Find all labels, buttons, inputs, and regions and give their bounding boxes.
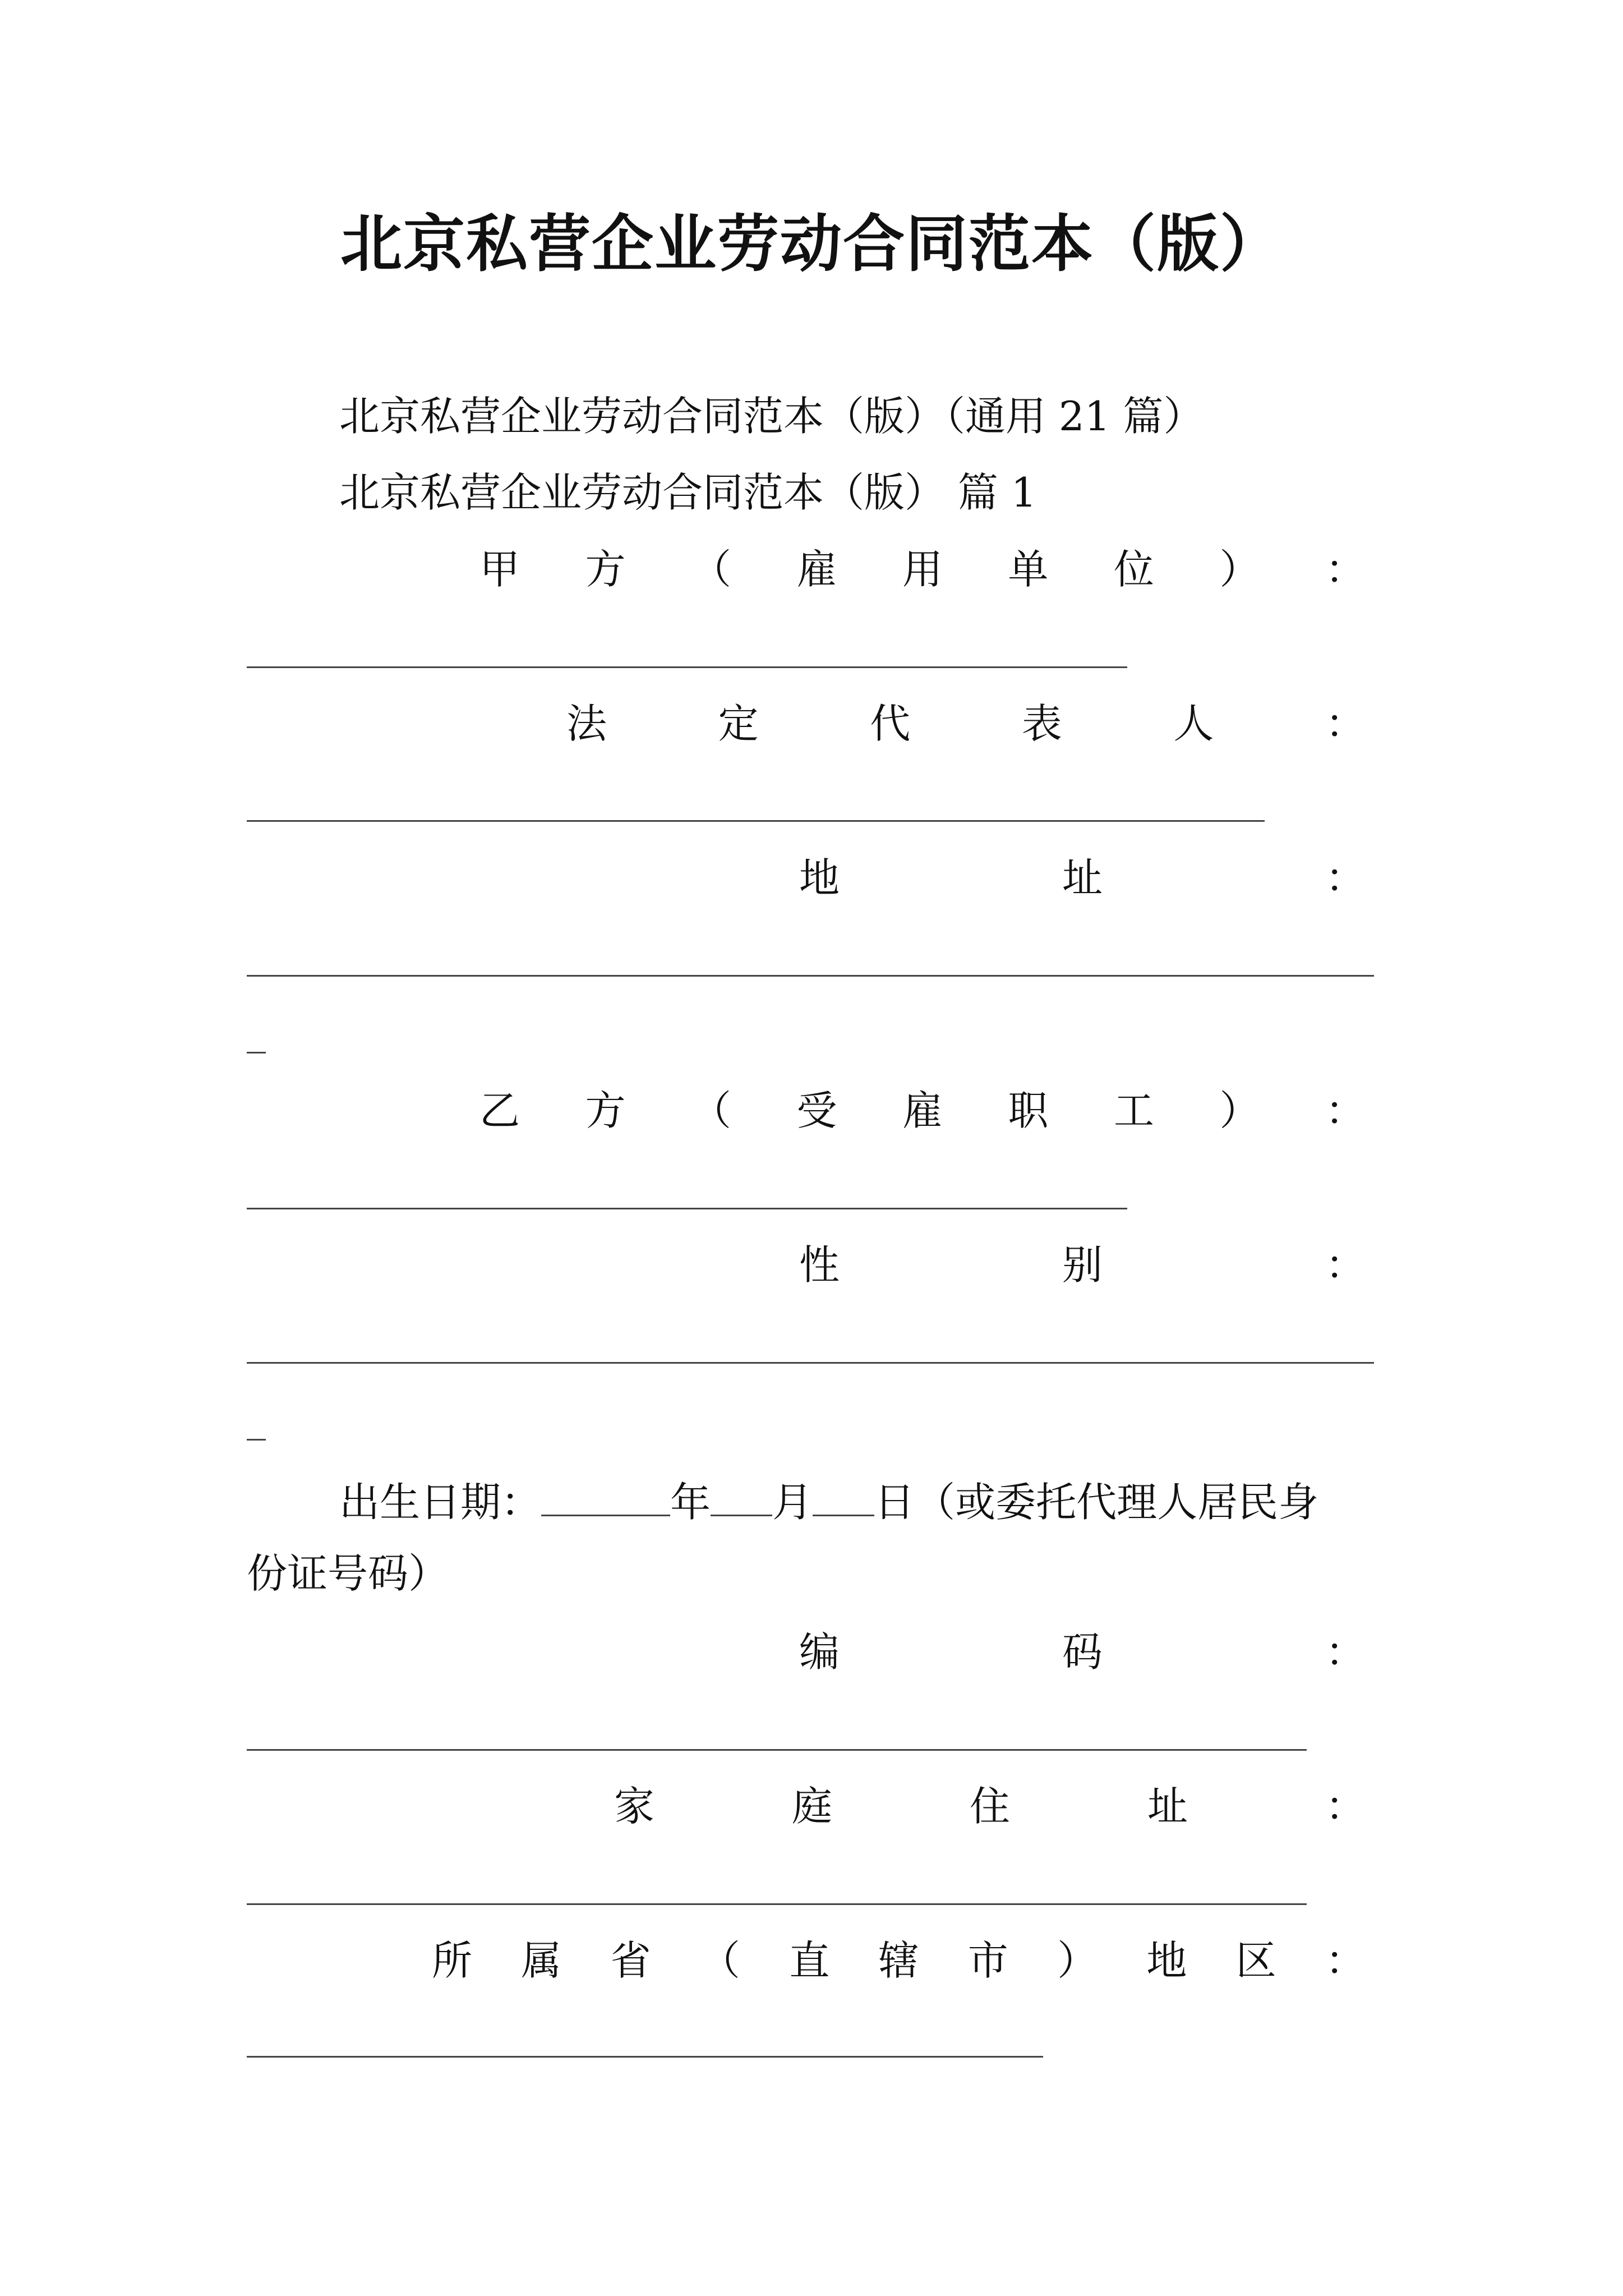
char: 职 xyxy=(1008,1087,1049,1134)
birth-day-unit: 日 xyxy=(874,1479,915,1526)
char: ： xyxy=(1325,1937,1366,1984)
char: （ xyxy=(690,1087,731,1134)
char: 雇 xyxy=(796,546,837,593)
char: 代 xyxy=(870,700,911,747)
address-blank-line xyxy=(247,975,1374,977)
address-label xyxy=(799,850,1366,906)
char: 用 xyxy=(902,546,943,593)
char: 位 xyxy=(1113,546,1154,593)
char: 属 xyxy=(521,1937,562,1984)
legal-rep-label xyxy=(566,696,1366,752)
birth-month-blank xyxy=(711,1470,772,1516)
char: ： xyxy=(1325,1783,1366,1830)
char: 乙 xyxy=(479,1087,520,1134)
char: 市 xyxy=(967,1937,1008,1984)
char: ） xyxy=(1057,1937,1098,1984)
province-blank-line xyxy=(247,2056,1043,2058)
birth-month-unit: 月 xyxy=(772,1479,813,1526)
char: 辖 xyxy=(878,1937,919,1984)
char: 省 xyxy=(610,1937,651,1984)
gender-blank-line xyxy=(247,1362,1374,1364)
char: 直 xyxy=(789,1937,830,1984)
char: 定 xyxy=(718,700,759,747)
gender-label xyxy=(799,1237,1366,1293)
intro-line: 北京私营企业劳动合同范本（版）（通用 21 篇） xyxy=(339,393,1204,440)
char: 受 xyxy=(796,1087,837,1134)
char: （ xyxy=(699,1937,740,1984)
char: ： xyxy=(1325,1241,1366,1289)
char: 区 xyxy=(1235,1937,1276,1984)
char: ： xyxy=(1325,1628,1366,1676)
char: ： xyxy=(1325,1087,1366,1134)
char: 址 xyxy=(1062,854,1103,901)
char: 地 xyxy=(1146,1937,1187,1984)
code-label xyxy=(799,1624,1366,1680)
birth-day-blank xyxy=(813,1470,874,1516)
province-label xyxy=(432,1932,1366,1989)
char: 人 xyxy=(1173,700,1214,747)
char: 甲 xyxy=(479,546,520,593)
party-b-label xyxy=(479,1083,1366,1139)
code-blank-line xyxy=(247,1749,1307,1751)
char: 单 xyxy=(1008,546,1049,593)
char: 编 xyxy=(799,1628,840,1676)
char: 工 xyxy=(1113,1087,1154,1134)
legal-rep-blank-line xyxy=(247,820,1265,822)
char: 方 xyxy=(585,1087,626,1134)
id-number-continuation: 份证号码） xyxy=(247,1550,449,1597)
birth-year-blank xyxy=(541,1470,670,1516)
document-title: 北京私营企业劳动合同范本（版） xyxy=(340,208,1283,280)
char: 表 xyxy=(1021,700,1062,747)
char: ） xyxy=(1219,546,1260,593)
char: 别 xyxy=(1062,1241,1103,1289)
birth-note: （或委托代理人居民身 xyxy=(915,1479,1319,1526)
char: 住 xyxy=(969,1783,1010,1830)
char: 方 xyxy=(585,546,626,593)
char: ： xyxy=(1325,546,1366,593)
party-b-blank-line xyxy=(247,1208,1127,1209)
char: 家 xyxy=(614,1783,655,1830)
char: 地 xyxy=(799,854,840,901)
char: 雇 xyxy=(902,1087,943,1134)
char: （ xyxy=(690,546,731,593)
gender-blank-stub xyxy=(247,1439,266,1441)
birth-date-line xyxy=(339,1470,1318,1530)
char: ） xyxy=(1219,1087,1260,1134)
char: 所 xyxy=(432,1937,473,1984)
home-address-blank-line xyxy=(247,1903,1307,1905)
char: 址 xyxy=(1147,1783,1188,1830)
birth-date-label: 出生日期： xyxy=(339,1479,542,1526)
char: ： xyxy=(1325,854,1366,901)
char: 法 xyxy=(566,700,607,747)
part-heading: 北京私营企业劳动合同范本（版） 篇 1 xyxy=(339,469,1037,516)
address-blank-stub xyxy=(247,1052,266,1053)
char: ： xyxy=(1325,700,1366,747)
char: 性 xyxy=(799,1241,840,1289)
birth-year-unit: 年 xyxy=(670,1479,711,1526)
char: 码 xyxy=(1062,1628,1103,1676)
party-a-label xyxy=(479,541,1366,597)
char: 庭 xyxy=(791,1783,832,1830)
home-address-label xyxy=(614,1778,1366,1834)
party-a-blank-line xyxy=(247,666,1127,668)
